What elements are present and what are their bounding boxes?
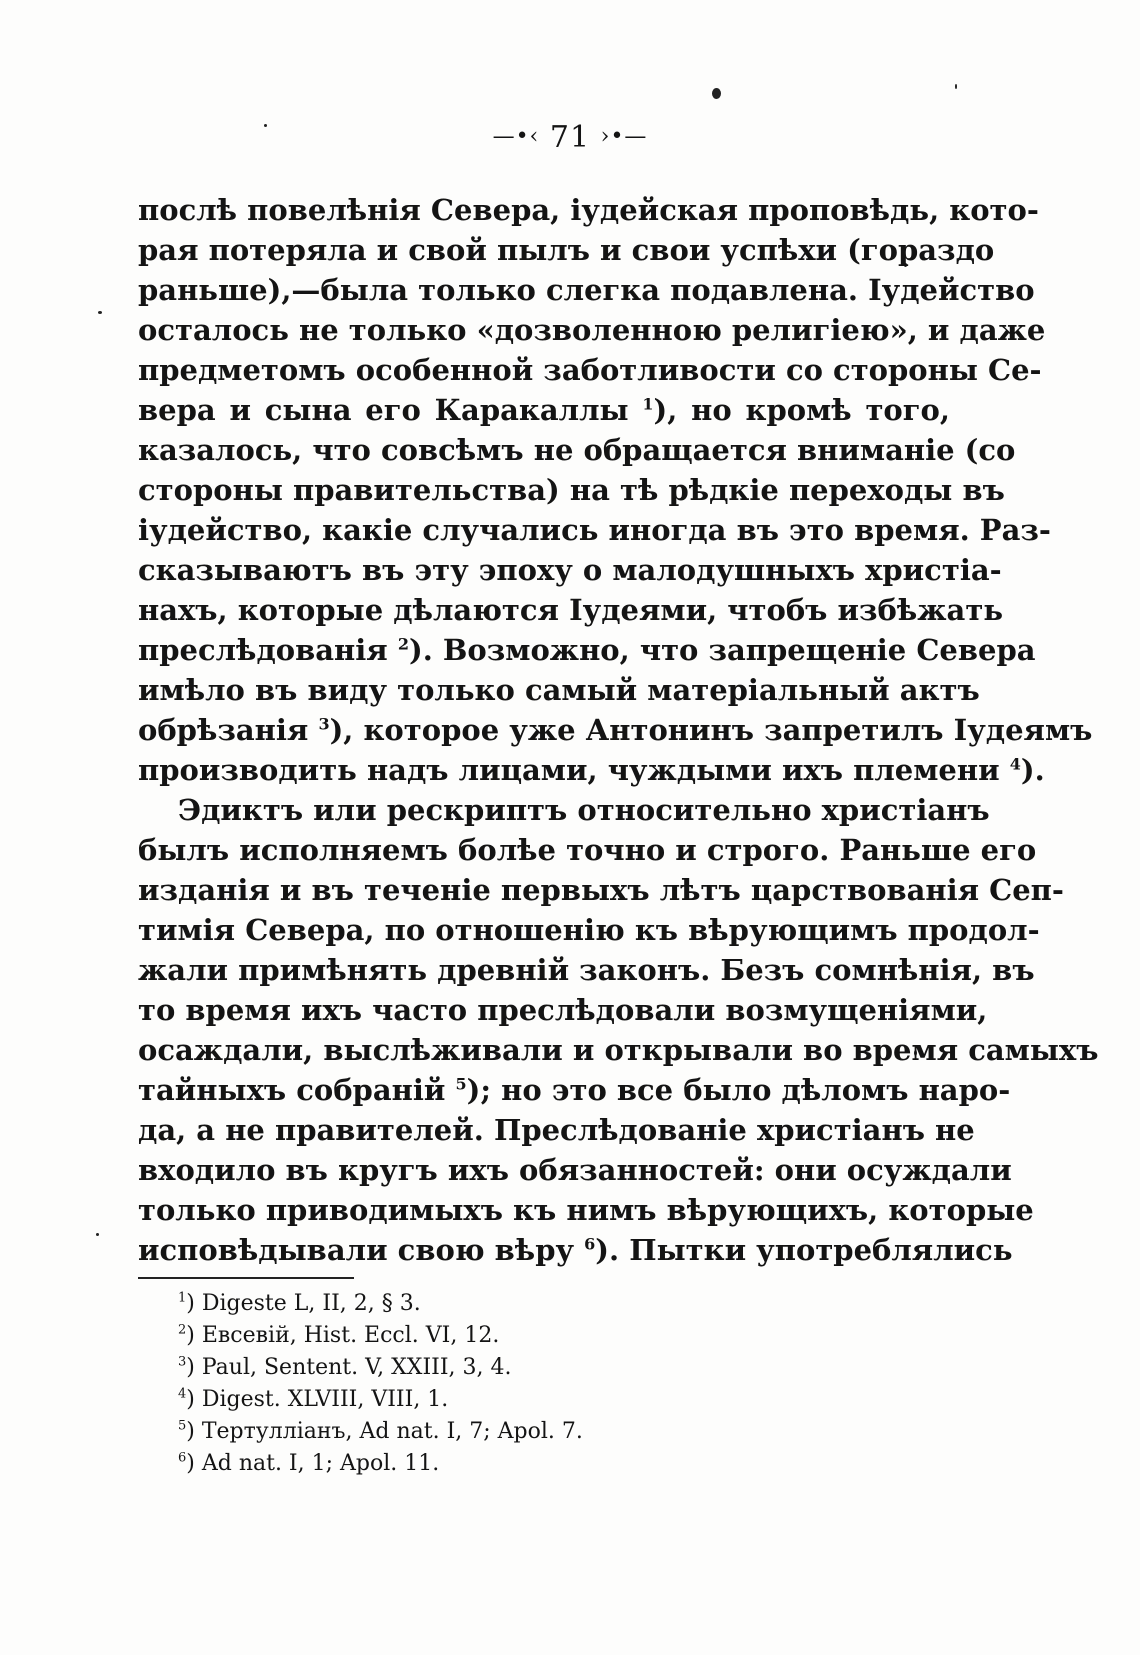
text-line: жали примѣнять древній законъ. Безъ сомнѣнія, въ — [138, 953, 1035, 987]
scan-speck — [955, 84, 957, 89]
footnote-mark: 6 — [178, 1450, 187, 1466]
text-line: осаждали, выслѣживали и открывали во время самыхъ — [138, 1033, 1099, 1067]
text-line: то время ихъ часто преслѣдовали возмущеніями, — [138, 993, 988, 1027]
footnotes — [178, 1288, 878, 1480]
footnote: $^5$) Тертулліанъ, Ad nat. I, 7; Apol. 7. — [178, 1418, 583, 1444]
text-line: производить надъ лицами, чуждыми ихъ племени $^4$). — [138, 753, 1045, 787]
footnote-mark: 5 — [178, 1418, 187, 1434]
page-number: 71 — [549, 120, 591, 155]
text-line: нахъ, которые дѣлаются Іудеями, чтобъ избѣжать — [138, 593, 1004, 627]
text-line: стороны правительства) на тѣ рѣдкіе переходы въ — [138, 473, 1005, 507]
footnote-mark: 1 — [178, 1290, 187, 1306]
footnote-ref: 6 — [584, 1234, 596, 1254]
text-line: входило въ кругъ ихъ обязанностей: они осуждали — [138, 1153, 1012, 1187]
footnote: $^4$) Digest. XLVIII, VIII, 1. — [178, 1386, 449, 1412]
footnote-mark: 3 — [178, 1354, 187, 1370]
text-line: іудейство, какіе случались иногда въ это время. Раз- — [138, 513, 1051, 547]
footnote-mark: 4 — [178, 1386, 187, 1402]
text-line: тайныхъ собраній $^5$); но это все было дѣломъ наро- — [138, 1073, 1011, 1107]
footnote: $^6$) Ad nat. I, 1; Apol. 11. — [178, 1450, 440, 1476]
footnote-ref: 3 — [318, 714, 330, 734]
footnote-ref: 2 — [397, 634, 409, 654]
footnote: $^1$) Digeste L, II, 2, § 3. — [178, 1290, 421, 1316]
text-line: обрѣзанія $^3$), которое уже Антонинъ запретилъ Іудеямъ — [138, 713, 1093, 747]
text-line: предметомъ особенной заботливости со стороны Се- — [138, 353, 1042, 387]
body-text — [138, 190, 1099, 1270]
text-line: преслѣдованія $^2$). Возможно, что запрещеніе Севера — [138, 633, 1036, 667]
text-line: послѣ повелѣнія Севера, іудейская проповѣдь, кото- — [138, 193, 1039, 227]
ornament-left-icon: —•‹ — [492, 124, 540, 149]
footnote: $^2$) Евсевій, Hist. Eccl. VI, 12. — [178, 1322, 500, 1348]
footnote-ref: 4 — [1009, 754, 1021, 774]
footnote-divider — [138, 1277, 354, 1279]
text-line: имѣло въ виду только самый матеріальный актъ — [138, 673, 980, 707]
text-line: только приводимыхъ къ нимъ вѣрующихъ, которые — [138, 1193, 1034, 1227]
text-line: исповѣдывали свою вѣру $^6$). Пытки употреблялись — [138, 1233, 1013, 1267]
scan-speck — [98, 311, 102, 314]
scan-speck — [96, 1233, 99, 1236]
page-number-header — [0, 120, 1140, 155]
footnote-mark: 2 — [178, 1322, 187, 1338]
footnote-ref: 1 — [642, 394, 654, 414]
text-line: осталось не только «дозволенною религіею», и даже — [138, 313, 1046, 347]
text-line: раньше),—была только слегка подавлена. Іудейство — [138, 273, 1035, 307]
ornament-right-icon: ›•— — [600, 124, 648, 149]
text-line: да, а не правителей. Преслѣдованіе христіанъ не — [138, 1113, 975, 1147]
footnote-ref: 5 — [455, 1074, 467, 1094]
text-line: сказываютъ въ эту эпоху о малодушныхъ христіа- — [138, 553, 1002, 587]
footnote: $^3$) Paul, Sentent. V, XXIII, 3, 4. — [178, 1354, 512, 1380]
text-line: рая потеряла и свой пылъ и свои успѣхи (гораздо — [138, 233, 995, 267]
text-line: тимія Севера, по отношенію къ вѣрующимъ продол- — [138, 913, 1040, 947]
scan-speck — [712, 88, 721, 99]
text-line: казалось, что совсѣмъ не обращается вниманіе (со — [138, 433, 1016, 467]
text-line: изданія и въ теченіе первыхъ лѣтъ царствованія Сеп- — [138, 873, 1064, 907]
text-line: Эдиктъ или рескриптъ относительно христіанъ — [178, 793, 990, 827]
text-line: вера и сына его Каракаллы $^1$), но кромѣ того, — [138, 393, 950, 427]
text-line: былъ исполняемъ болѣе точно и строго. Раньше его — [138, 833, 1037, 867]
